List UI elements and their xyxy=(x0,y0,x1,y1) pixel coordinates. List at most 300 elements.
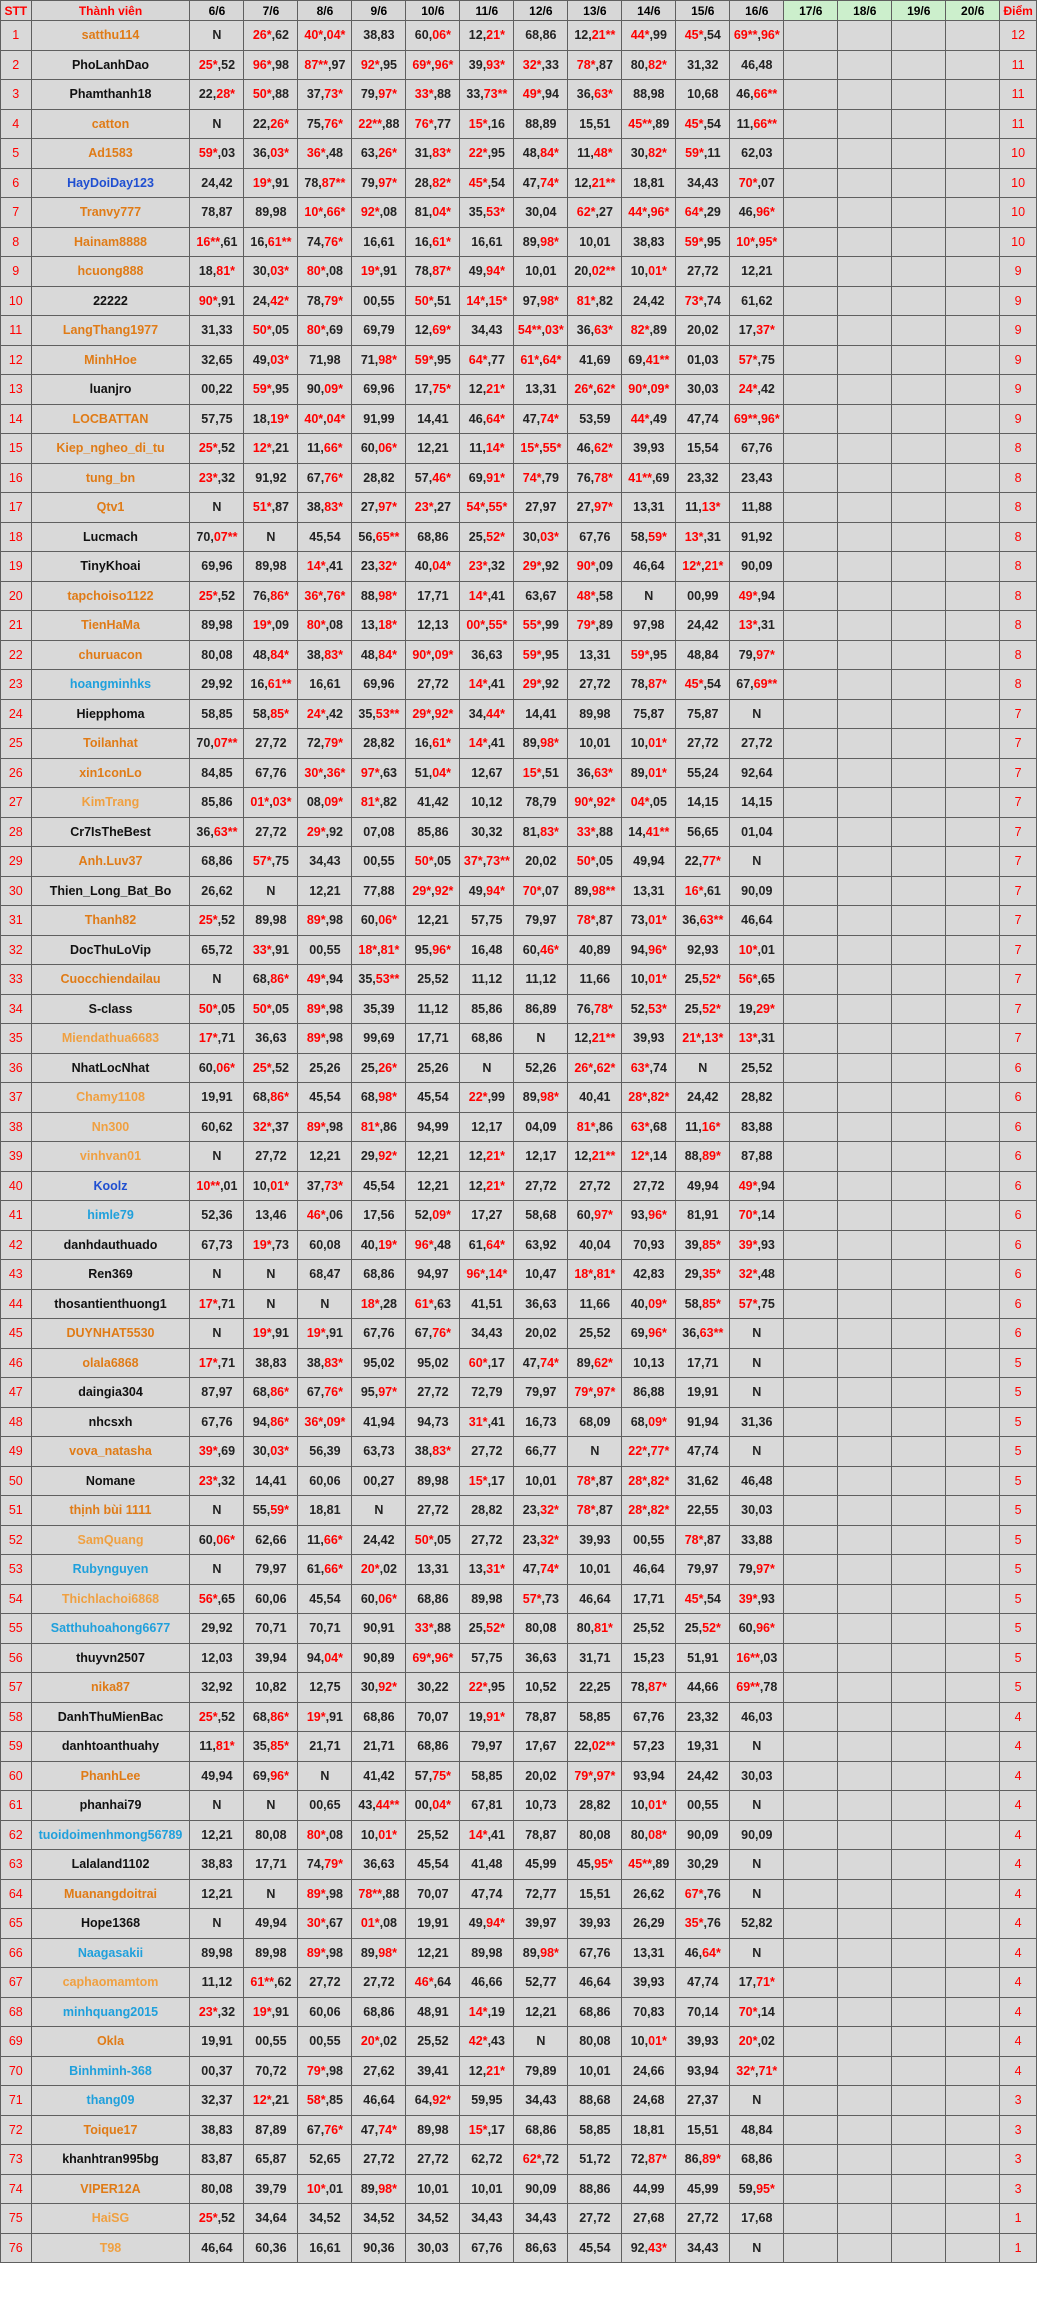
table-row xyxy=(1,1230,1037,1260)
prediction-cell: 39,93 xyxy=(568,1909,622,1939)
empty-cell xyxy=(784,80,838,110)
prediction-cell: 29,35* xyxy=(676,1260,730,1290)
prediction-cell: 50*,88 xyxy=(244,80,298,110)
prediction-cell: 95,97* xyxy=(352,1378,406,1408)
table-row xyxy=(1,1437,1037,1467)
empty-cell xyxy=(838,1260,892,1290)
empty-cell xyxy=(892,1850,946,1880)
row-stt: 33 xyxy=(1,965,32,995)
empty-cell xyxy=(892,729,946,759)
empty-cell xyxy=(784,404,838,434)
prediction-cell: 68,86 xyxy=(514,21,568,51)
prediction-cell: 14*,41 xyxy=(460,729,514,759)
empty-cell xyxy=(946,1997,1000,2027)
prediction-cell: 85,86 xyxy=(406,817,460,847)
prediction-cell: 57*,75 xyxy=(244,847,298,877)
member-name: tuoidoimenhmong56789 xyxy=(31,1820,190,1850)
prediction-cell: 67,76 xyxy=(190,1407,244,1437)
prediction-cell: 28,82 xyxy=(352,463,406,493)
empty-cell xyxy=(838,463,892,493)
empty-cell xyxy=(838,316,892,346)
empty-cell xyxy=(946,109,1000,139)
prediction-cell: 15,51 xyxy=(676,2115,730,2145)
prediction-cell: 23,32* xyxy=(352,552,406,582)
prediction-cell: 72,77 xyxy=(514,1879,568,1909)
prediction-cell: 29,92 xyxy=(190,1614,244,1644)
empty-cell xyxy=(838,1378,892,1408)
prediction-cell: 96*,98 xyxy=(244,50,298,80)
prediction-cell: 00,55 xyxy=(622,1525,676,1555)
prediction-cell: 72,79* xyxy=(298,729,352,759)
empty-cell xyxy=(838,1142,892,1172)
prediction-cell: N xyxy=(730,699,784,729)
row-points: 9 xyxy=(1000,257,1037,287)
prediction-cell: N xyxy=(460,1053,514,1083)
empty-cell xyxy=(946,2145,1000,2175)
prediction-cell: 24,42 xyxy=(352,1525,406,1555)
prediction-cell: N xyxy=(190,965,244,995)
empty-cell xyxy=(946,1614,1000,1644)
prediction-cell: 38,83* xyxy=(406,1437,460,1467)
empty-cell xyxy=(784,1614,838,1644)
prediction-cell: 10,52 xyxy=(514,1673,568,1703)
prediction-cell: N xyxy=(244,876,298,906)
prediction-cell: 28,82 xyxy=(460,1496,514,1526)
prediction-cell: 95,96* xyxy=(406,935,460,965)
empty-cell xyxy=(946,1879,1000,1909)
prediction-cell: 18*,81* xyxy=(352,935,406,965)
prediction-cell: 69*,96* xyxy=(406,1643,460,1673)
prediction-cell: 49,94 xyxy=(622,847,676,877)
row-points: 3 xyxy=(1000,2145,1037,2175)
prediction-cell: 57,46* xyxy=(406,463,460,493)
empty-cell xyxy=(784,1850,838,1880)
prediction-cell: 56*,65 xyxy=(730,965,784,995)
empty-cell xyxy=(892,1555,946,1585)
empty-cell xyxy=(784,1407,838,1437)
prediction-cell: 69,96 xyxy=(352,670,406,700)
member-name: Naagasakii xyxy=(31,1938,190,1968)
table-row xyxy=(1,2174,1037,2204)
empty-cell xyxy=(892,1584,946,1614)
table-row xyxy=(1,1142,1037,1172)
empty-cell xyxy=(838,552,892,582)
empty-cell xyxy=(838,345,892,375)
prediction-cell: 48,84* xyxy=(244,640,298,670)
empty-cell xyxy=(892,1968,946,1998)
row-points: 5 xyxy=(1000,1584,1037,1614)
empty-cell xyxy=(784,552,838,582)
prediction-cell: 25*,52 xyxy=(190,581,244,611)
prediction-cell: 19,91* xyxy=(460,1702,514,1732)
empty-cell xyxy=(892,1289,946,1319)
prediction-cell: 52,65 xyxy=(298,2145,352,2175)
prediction-cell: 61,64* xyxy=(460,1230,514,1260)
prediction-cell: 28*,82* xyxy=(622,1496,676,1526)
prediction-cell: 34,43 xyxy=(460,1319,514,1349)
prediction-cell: 29*,92* xyxy=(406,699,460,729)
member-name: LOCBATTAN xyxy=(31,404,190,434)
prediction-cell: 46,66 xyxy=(460,1968,514,1998)
prediction-cell: 29*,92 xyxy=(298,817,352,847)
empty-cell xyxy=(946,2233,1000,2263)
table-row xyxy=(1,2115,1037,2145)
empty-cell xyxy=(838,1938,892,1968)
prediction-cell: 26*,62 xyxy=(244,21,298,51)
prediction-cell: 80,81* xyxy=(568,1614,622,1644)
table-row xyxy=(1,80,1037,110)
row-points: 6 xyxy=(1000,1201,1037,1231)
prediction-cell: 38,83* xyxy=(298,493,352,523)
prediction-cell: 46,64 xyxy=(568,1584,622,1614)
prediction-cell: 80,08 xyxy=(190,640,244,670)
empty-cell xyxy=(784,1761,838,1791)
empty-cell xyxy=(946,1319,1000,1349)
row-stt: 57 xyxy=(1,1673,32,1703)
row-stt: 21 xyxy=(1,611,32,641)
empty-cell xyxy=(784,139,838,169)
prediction-cell: N xyxy=(298,1761,352,1791)
empty-cell xyxy=(784,1791,838,1821)
prediction-cell: 17,71 xyxy=(676,1348,730,1378)
prediction-cell: 32*,33 xyxy=(514,50,568,80)
prediction-cell: 46,64* xyxy=(676,1938,730,1968)
member-name: Rubynguyen xyxy=(31,1555,190,1585)
empty-cell xyxy=(838,847,892,877)
empty-cell xyxy=(946,1024,1000,1054)
table-row xyxy=(1,2056,1037,2086)
prediction-cell: 19,91 xyxy=(406,1909,460,1939)
prediction-cell: 78**,88 xyxy=(352,1879,406,1909)
table-row xyxy=(1,109,1037,139)
prediction-cell: 16**,03 xyxy=(730,1643,784,1673)
prediction-cell: 25,52* xyxy=(676,965,730,995)
prediction-cell: N xyxy=(730,847,784,877)
prediction-cell: 27,72 xyxy=(568,1171,622,1201)
empty-cell xyxy=(946,1761,1000,1791)
prediction-cell: 12,21* xyxy=(460,1142,514,1172)
row-points: 6 xyxy=(1000,1230,1037,1260)
prediction-cell: 46,03 xyxy=(730,1702,784,1732)
empty-cell xyxy=(892,935,946,965)
prediction-cell: 47,74 xyxy=(676,1437,730,1467)
prediction-cell: 39*,93 xyxy=(730,1584,784,1614)
row-stt: 22 xyxy=(1,640,32,670)
member-name: Ren369 xyxy=(31,1260,190,1290)
empty-cell xyxy=(784,21,838,51)
member-name: thuyvn2507 xyxy=(31,1643,190,1673)
prediction-cell: 33*,88 xyxy=(406,1614,460,1644)
prediction-cell: 11,66* xyxy=(298,1525,352,1555)
prediction-cell: 63*,74 xyxy=(622,1053,676,1083)
row-points: 7 xyxy=(1000,994,1037,1024)
member-name: LangThang1977 xyxy=(31,316,190,346)
prediction-cell: 34,43 xyxy=(460,316,514,346)
empty-cell xyxy=(838,1879,892,1909)
empty-cell xyxy=(892,463,946,493)
table-row xyxy=(1,522,1037,552)
prediction-cell: 52,26 xyxy=(514,1053,568,1083)
prediction-cell: N xyxy=(190,21,244,51)
prediction-cell: 10,01 xyxy=(568,227,622,257)
empty-cell xyxy=(892,522,946,552)
empty-cell xyxy=(784,2027,838,2057)
prediction-cell: 57,75 xyxy=(460,906,514,936)
empty-cell xyxy=(892,286,946,316)
member-name: 22222 xyxy=(31,286,190,316)
row-points: 10 xyxy=(1000,227,1037,257)
prediction-cell: 36,63** xyxy=(676,1319,730,1349)
row-points: 4 xyxy=(1000,2056,1037,2086)
empty-cell xyxy=(838,1083,892,1113)
row-points: 11 xyxy=(1000,80,1037,110)
prediction-cell: 43,44** xyxy=(352,1791,406,1821)
prediction-cell: N xyxy=(190,1496,244,1526)
prediction-cell: 61,66* xyxy=(298,1555,352,1585)
row-stt: 38 xyxy=(1,1112,32,1142)
prediction-cell: 45,54 xyxy=(352,1171,406,1201)
prediction-cell: 65,87 xyxy=(244,2145,298,2175)
prediction-cell: 14*,41 xyxy=(460,670,514,700)
prediction-cell: 11,12 xyxy=(190,1968,244,1998)
prediction-cell: 01,04 xyxy=(730,817,784,847)
empty-cell xyxy=(784,2115,838,2145)
empty-cell xyxy=(784,1437,838,1467)
prediction-cell: 56,65 xyxy=(676,817,730,847)
prediction-cell: 81,91 xyxy=(676,1201,730,1231)
prediction-cell: 79,97* xyxy=(730,640,784,670)
prediction-cell: 89,98* xyxy=(514,227,568,257)
prediction-cell: 27,72 xyxy=(406,2145,460,2175)
prediction-cell: 78*,87 xyxy=(568,906,622,936)
member-name: Hainam8888 xyxy=(31,227,190,257)
empty-cell xyxy=(946,168,1000,198)
prediction-cell: 27,72 xyxy=(568,670,622,700)
empty-cell xyxy=(892,2174,946,2204)
empty-cell xyxy=(838,257,892,287)
header-date: 8/6 xyxy=(298,1,352,21)
empty-cell xyxy=(946,758,1000,788)
empty-cell xyxy=(892,316,946,346)
empty-cell xyxy=(892,2027,946,2057)
prediction-cell: 60,06* xyxy=(406,21,460,51)
member-name: Thichlachoi6868 xyxy=(31,1584,190,1614)
table-row xyxy=(1,198,1037,228)
prediction-cell: 59,95 xyxy=(460,2086,514,2116)
prediction-cell: 47,74* xyxy=(514,1555,568,1585)
prediction-cell: 24*,42 xyxy=(730,375,784,405)
row-points: 7 xyxy=(1000,935,1037,965)
member-name: Cuocchiendailau xyxy=(31,965,190,995)
table-row xyxy=(1,345,1037,375)
prediction-cell: N xyxy=(190,1791,244,1821)
prediction-cell: 36*,76* xyxy=(298,581,352,611)
prediction-cell: 94,96* xyxy=(622,935,676,965)
prediction-cell: 21,71 xyxy=(298,1732,352,1762)
prediction-cell: 12,21 xyxy=(730,257,784,287)
prediction-cell: 27,72 xyxy=(460,1525,514,1555)
prediction-cell: 10,01 xyxy=(568,2056,622,2086)
prediction-cell: 25*,52 xyxy=(244,1053,298,1083)
empty-cell xyxy=(784,581,838,611)
prediction-cell: 30,03* xyxy=(244,257,298,287)
empty-cell xyxy=(946,198,1000,228)
prediction-cell: 49,94* xyxy=(460,876,514,906)
prediction-cell: 17,71 xyxy=(622,1584,676,1614)
empty-cell xyxy=(784,2233,838,2263)
prediction-cell: 56*,65 xyxy=(190,1584,244,1614)
empty-cell xyxy=(946,375,1000,405)
prediction-cell: 90*,92* xyxy=(568,788,622,818)
prediction-cell: 28,82 xyxy=(352,729,406,759)
empty-cell xyxy=(838,2115,892,2145)
prediction-cell: 28,82* xyxy=(406,168,460,198)
empty-cell xyxy=(838,375,892,405)
prediction-cell: 25,52 xyxy=(568,1319,622,1349)
prediction-cell: 47,74* xyxy=(514,404,568,434)
prediction-cell: 62*,27 xyxy=(568,198,622,228)
prediction-cell: 70,72 xyxy=(244,2056,298,2086)
prediction-cell: 56,65** xyxy=(352,522,406,552)
table-row xyxy=(1,1348,1037,1378)
row-points: 4 xyxy=(1000,1820,1037,1850)
prediction-cell: 19*,91 xyxy=(244,1319,298,1349)
empty-cell xyxy=(838,640,892,670)
prediction-cell: 90,09 xyxy=(514,2174,568,2204)
empty-cell xyxy=(946,640,1000,670)
member-name: danhtoanthuahy xyxy=(31,1732,190,1762)
table-row xyxy=(1,434,1037,464)
empty-cell xyxy=(892,1820,946,1850)
member-name: hcuong888 xyxy=(31,257,190,287)
empty-cell xyxy=(946,1968,1000,1998)
table-row xyxy=(1,1112,1037,1142)
empty-cell xyxy=(892,345,946,375)
prediction-cell: 16,61* xyxy=(406,729,460,759)
prediction-cell: 93,96* xyxy=(622,1201,676,1231)
row-points: 7 xyxy=(1000,699,1037,729)
prediction-cell: 30,03* xyxy=(514,522,568,552)
prediction-cell: 80,08 xyxy=(568,2027,622,2057)
prediction-cell: 37*,73** xyxy=(460,847,514,877)
row-stt: 43 xyxy=(1,1260,32,1290)
row-points: 9 xyxy=(1000,375,1037,405)
prediction-cell: 16,61 xyxy=(460,227,514,257)
empty-cell xyxy=(838,788,892,818)
prediction-cell: 12,21 xyxy=(406,1171,460,1201)
prediction-cell: 80*,08 xyxy=(298,257,352,287)
prediction-cell: 91,94 xyxy=(676,1407,730,1437)
prediction-cell: 70,07** xyxy=(190,522,244,552)
prediction-cell: 30,32 xyxy=(460,817,514,847)
prediction-cell: 38,83* xyxy=(298,1348,352,1378)
prediction-cell: 61,62 xyxy=(730,286,784,316)
prediction-cell: 91,92 xyxy=(730,522,784,552)
empty-cell xyxy=(838,227,892,257)
empty-cell xyxy=(946,1673,1000,1703)
empty-cell xyxy=(892,2115,946,2145)
prediction-cell: 16,48 xyxy=(460,935,514,965)
prediction-cell: 46,64 xyxy=(190,2233,244,2263)
member-name: tapchoiso1122 xyxy=(31,581,190,611)
prediction-cell: 58,85 xyxy=(460,1761,514,1791)
prediction-cell: 20,02** xyxy=(568,257,622,287)
prediction-cell: 95,02 xyxy=(406,1348,460,1378)
prediction-cell: 20,02 xyxy=(514,1319,568,1349)
prediction-cell: 12,67 xyxy=(460,758,514,788)
prediction-cell: 90*,09* xyxy=(406,640,460,670)
prediction-cell: 73*,74 xyxy=(676,286,730,316)
prediction-cell: 58,68 xyxy=(514,1201,568,1231)
table-row xyxy=(1,286,1037,316)
prediction-cell: 67,76* xyxy=(298,2115,352,2145)
empty-cell xyxy=(946,493,1000,523)
empty-cell xyxy=(892,2086,946,2116)
prediction-cell: 52,53* xyxy=(622,994,676,1024)
prediction-cell: 26,62 xyxy=(622,1879,676,1909)
empty-cell xyxy=(946,1555,1000,1585)
prediction-cell: 49*,94 xyxy=(298,965,352,995)
prediction-cell: 49,94 xyxy=(244,1909,298,1939)
prediction-cell: 78*,87 xyxy=(568,50,622,80)
prediction-cell: 58,85 xyxy=(568,1702,622,1732)
header-date: 6/6 xyxy=(190,1,244,21)
empty-cell xyxy=(838,1053,892,1083)
prediction-cell: 68,86 xyxy=(406,522,460,552)
member-name: nhcsxh xyxy=(31,1407,190,1437)
prediction-cell: 49*,94 xyxy=(514,80,568,110)
prediction-cell: 18,81 xyxy=(622,2115,676,2145)
prediction-cell: 62*,72 xyxy=(514,2145,568,2175)
prediction-cell: 36,63* xyxy=(568,758,622,788)
prediction-cell: 30,04 xyxy=(514,198,568,228)
prediction-cell: 10,12 xyxy=(460,788,514,818)
prediction-cell: 88,89 xyxy=(514,109,568,139)
prediction-cell: 10*,01 xyxy=(298,2174,352,2204)
table-row xyxy=(1,2027,1037,2057)
prediction-cell: 17*,71 xyxy=(190,1024,244,1054)
empty-cell xyxy=(838,109,892,139)
prediction-cell: N xyxy=(244,1791,298,1821)
member-name: satthu114 xyxy=(31,21,190,51)
row-stt: 4 xyxy=(1,109,32,139)
row-points: 4 xyxy=(1000,1879,1037,1909)
table-row xyxy=(1,699,1037,729)
prediction-cell: 00,37 xyxy=(190,2056,244,2086)
prediction-cell: 80,08 xyxy=(514,1614,568,1644)
prediction-cell: 89,98* xyxy=(514,729,568,759)
row-stt: 44 xyxy=(1,1289,32,1319)
empty-cell xyxy=(946,1584,1000,1614)
table-row xyxy=(1,2086,1037,2116)
prediction-cell: 50*,05 xyxy=(190,994,244,1024)
row-points: 3 xyxy=(1000,2086,1037,2116)
table-row xyxy=(1,552,1037,582)
prediction-cell: 25*,52 xyxy=(190,434,244,464)
prediction-cell: 81,04* xyxy=(406,198,460,228)
prediction-cell: 91,92 xyxy=(244,463,298,493)
prediction-cell: 90*,91 xyxy=(190,286,244,316)
prediction-cell: 27,37 xyxy=(676,2086,730,2116)
member-name: Cr7IsTheBest xyxy=(31,817,190,847)
member-name: Thanh82 xyxy=(31,906,190,936)
prediction-cell: 30,92* xyxy=(352,1673,406,1703)
prediction-cell: 68,86 xyxy=(352,1702,406,1732)
prediction-cell: 48,84 xyxy=(676,640,730,670)
prediction-cell: 73,01* xyxy=(622,906,676,936)
row-stt: 8 xyxy=(1,227,32,257)
prediction-cell: 69,96* xyxy=(622,1319,676,1349)
